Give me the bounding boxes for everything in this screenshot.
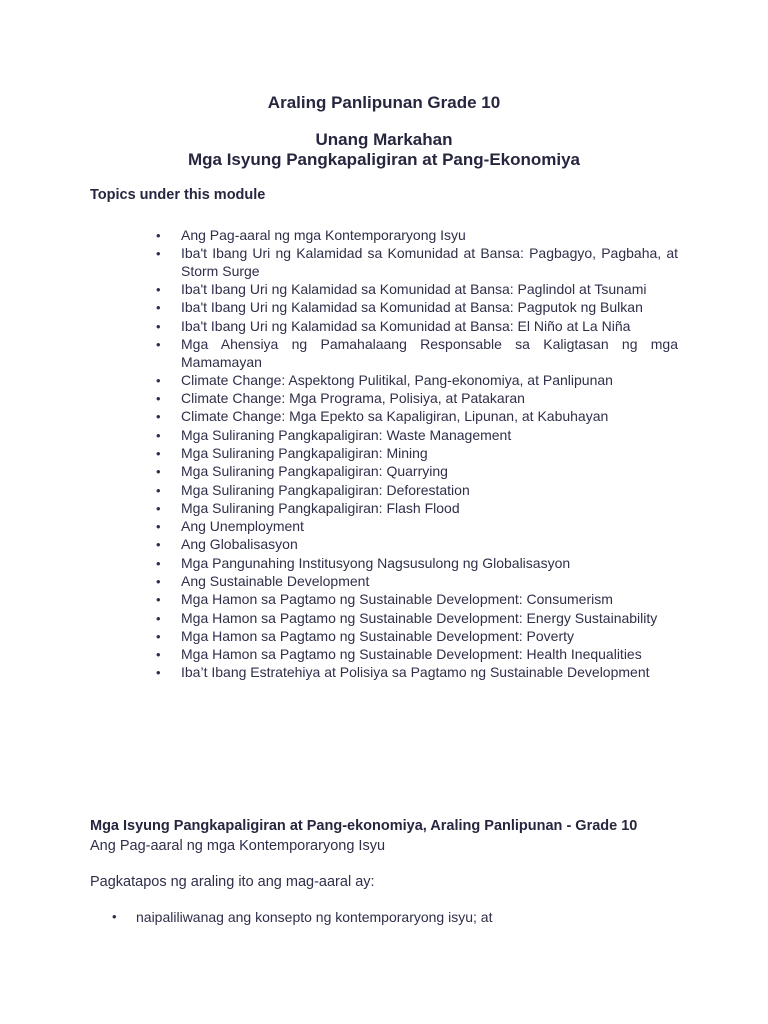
topic-item-text: Mga Hamon sa Pagtamo ng Sustainable Development: Poverty <box>181 627 574 644</box>
topic-item-text: Ang Sustainable Development <box>181 572 370 589</box>
objectives-intro: Pagkatapos ng araling ito ang mag-aaral ay: <box>90 874 375 890</box>
topic-item <box>0 664 678 682</box>
topic-item-text: Mga Suliraning Pangkapaligiran: Deforestation <box>181 481 470 498</box>
topic-item <box>0 536 678 554</box>
topic-item <box>0 555 678 573</box>
topic-item-text: Iba't Ibang Uri ng Kalamidad sa Komunidad at Bansa: Paglindol at Tsunami <box>181 281 647 298</box>
topic-item <box>0 445 678 463</box>
bullet-icon: • <box>156 519 161 535</box>
topic-item <box>0 227 678 245</box>
topics-heading: Topics under this module <box>90 187 266 203</box>
bullet-icon: • <box>156 628 161 644</box>
bullet-icon: • <box>156 482 161 498</box>
topic-item <box>0 336 678 371</box>
topic-item <box>0 372 678 390</box>
module-title: Mga Isyung Pangkapaligiran at Pang-Ekonomiya <box>187 150 581 169</box>
topic-item-text: Mga Pangunahing Institusyong Nagsusulong ng Globalisasyon <box>181 554 571 571</box>
topic-item-text: Iba't Ibang Uri ng Kalamidad sa Komunidad at Bansa: El Niño at La Niña <box>181 317 631 334</box>
topic-item-text: Ang Globalisasyon <box>181 536 298 553</box>
topic-item <box>0 281 678 299</box>
topic-item <box>0 646 678 664</box>
bullet-icon: • <box>156 500 161 516</box>
topic-item-text: Mga Ahensiya ng Pamahalaang Responsable sa Kaligtasan ng mga Mamamayan <box>181 336 678 370</box>
topic-item-text: Iba’t Ibang Estratehiya at Polisiya sa Pagtamo ng Sustainable Development <box>181 664 650 681</box>
topic-item <box>0 318 678 336</box>
topic-item <box>0 628 678 646</box>
objective-item <box>0 908 768 926</box>
topic-item-text: Climate Change: Mga Programa, Polisiya, at Patakaran <box>181 390 525 407</box>
topic-item-text: Ang Unemployment <box>181 518 304 535</box>
objective-item-text: naipaliliwanag ang konsepto ng kontemporaryong isyu; at <box>136 909 493 925</box>
topic-item <box>0 463 678 481</box>
topic-item <box>0 408 678 426</box>
topic-item <box>0 482 678 500</box>
bullet-icon: • <box>156 427 161 443</box>
topic-item-text: Mga Suliraning Pangkapaligiran: Mining <box>181 445 428 461</box>
topic-item-text: Climate Change: Mga Epekto sa Kapaligiran, Lipunan, at Kabuhayan <box>181 408 609 425</box>
bullet-icon: • <box>156 573 161 589</box>
bullet-icon: • <box>112 909 117 924</box>
quarter-title: Unang Markahan <box>315 130 453 149</box>
topics-list <box>0 227 768 683</box>
document-title: Araling Panlipunan Grade 10 <box>267 93 501 112</box>
topic-item-text: Iba't Ibang Uri ng Kalamidad sa Komunidad at Bansa: Pagputok ng Bulkan <box>181 299 643 316</box>
topic-item-text: Mga Suliraning Pangkapaligiran: Waste Management <box>181 426 512 443</box>
bullet-icon: • <box>156 228 161 243</box>
bullet-icon: • <box>156 409 161 425</box>
topic-item <box>0 518 678 536</box>
bullet-icon: • <box>156 647 161 663</box>
topic-item-text: Mga Suliraning Pangkapaligiran: Quarrying <box>181 463 448 480</box>
bullet-icon: • <box>156 555 161 571</box>
bullet-icon: • <box>156 391 161 407</box>
topic-item <box>0 591 678 609</box>
section-heading: Mga Isyung Pangkapaligiran at Pang-ekonomiya, Araling Panlipunan - Grade 10 <box>90 818 638 834</box>
topic-item-text: Mga Suliraning Pangkapaligiran: Flash Flood <box>181 499 460 516</box>
section-subtitle: Ang Pag-aaral ng mga Kontemporaryong Isyu <box>90 838 386 854</box>
bullet-icon: • <box>156 318 161 334</box>
topic-item <box>0 390 678 408</box>
bullet-icon: • <box>156 337 161 352</box>
topic-item-text: Mga Hamon sa Pagtamo ng Sustainable Development: Energy Sustainability <box>181 609 658 626</box>
topic-item-text: Ang Pag-aaral ng mga Kontemporaryong Isyu <box>181 227 466 243</box>
topic-item <box>0 500 678 518</box>
bullet-icon: • <box>156 592 161 608</box>
topic-item <box>0 610 678 628</box>
topic-item-text: Iba't Ibang Uri ng Kalamidad sa Komunidad at Bansa: Pagbagyo, Pagbaha, at Storm Surge <box>181 245 678 279</box>
bullet-icon: • <box>156 300 161 316</box>
topic-item <box>0 427 678 445</box>
bullet-icon: • <box>156 537 161 553</box>
topic-item <box>0 573 678 591</box>
bullet-icon: • <box>156 372 161 388</box>
topic-item-text: Mga Hamon sa Pagtamo ng Sustainable Development: Consumerism <box>181 591 613 608</box>
bullet-icon: • <box>156 610 161 626</box>
bullet-icon: • <box>156 246 161 262</box>
bullet-icon: • <box>156 446 161 461</box>
topic-item <box>0 245 678 280</box>
topic-item-text: Climate Change: Aspektong Pulitikal, Pang-ekonomiya, at Panlipunan <box>181 371 613 388</box>
bullet-icon: • <box>156 665 161 681</box>
objectives-list <box>0 908 768 926</box>
topic-item-text: Mga Hamon sa Pagtamo ng Sustainable Development: Health Inequalities <box>181 646 642 663</box>
bullet-icon: • <box>156 464 161 480</box>
topic-item <box>0 299 678 317</box>
bullet-icon: • <box>156 282 161 298</box>
